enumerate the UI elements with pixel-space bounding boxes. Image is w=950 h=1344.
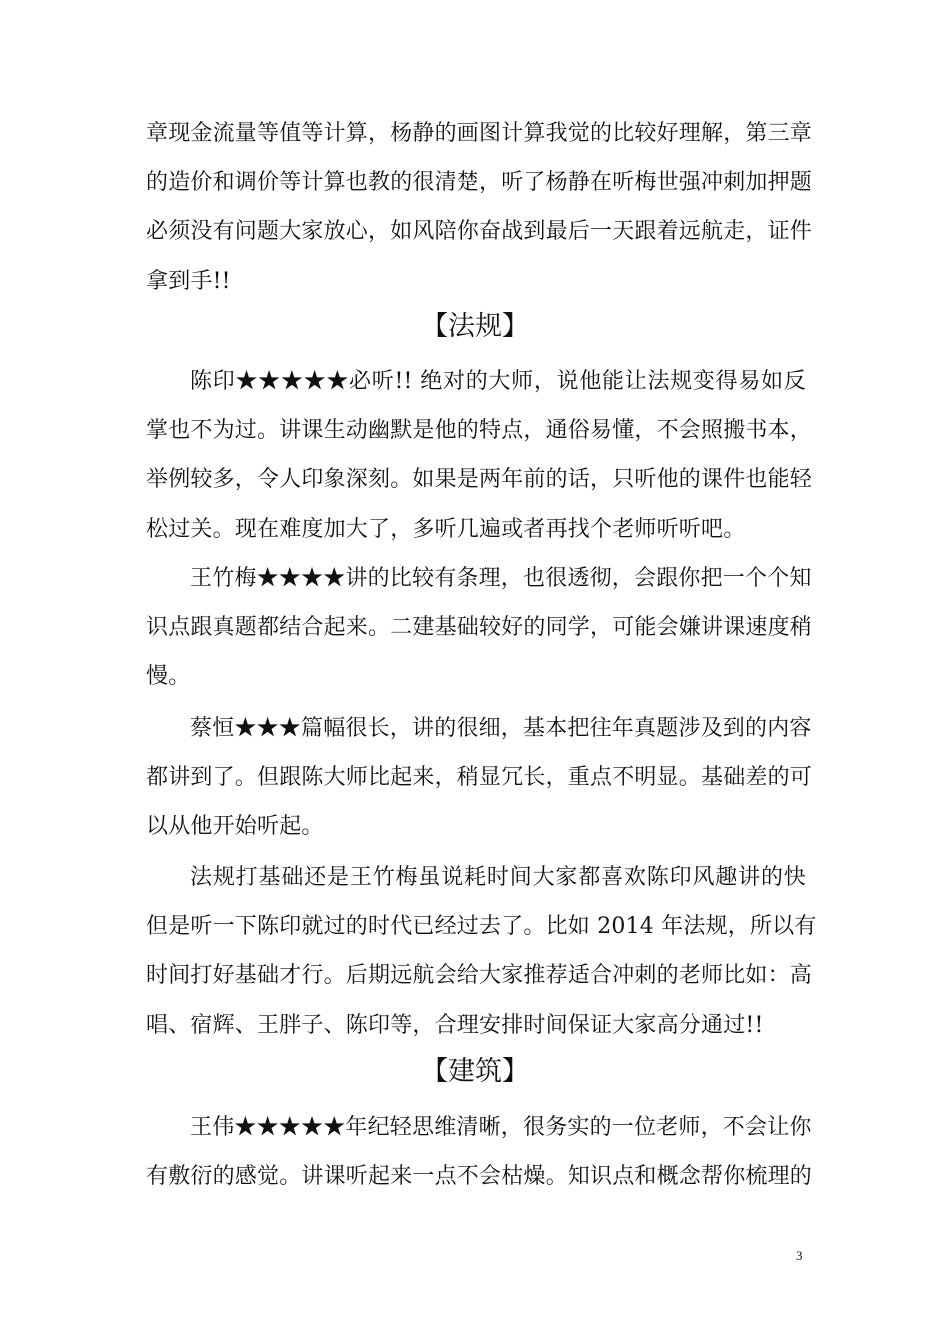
fagui-p1-line-3: 举例较多，令人印象深刻。如果是两年前的话，只听他的课件也能轻: [146, 467, 813, 492]
fagui-p3-line-2: 都讲到了。但跟陈大师比起来，稍显冗长，重点不明显。基础差的可: [146, 765, 813, 790]
jianzhu-p1-line-1: 王伟★★★★★年纪轻思维清晰，很务实的一位老师，不会让你: [190, 1115, 812, 1140]
fagui-p4-line-3: 时间打好基础才行。后期远航会给大家推荐适合冲刺的老师比如：高: [146, 963, 813, 988]
fagui-p2-line-3: 慢。: [146, 664, 191, 689]
intro-line-2: 的造价和调价等计算也教的很清楚，听了杨静在听梅世强冲刺加押题: [146, 170, 813, 195]
fagui-p1-line-2: 掌也不为过。讲课生动幽默是他的特点，通俗易懂，不会照搬书本，: [146, 418, 813, 443]
jianzhu-p1-line-2: 有敷衍的感觉。讲课听起来一点不会枯燥。知识点和概念帮你梳理的: [146, 1164, 813, 1189]
section-heading-fagui: 【法规】: [421, 311, 529, 342]
section-heading-jianzhu: 【建筑】: [421, 1056, 529, 1087]
fagui-p2-line-1: 王竹梅★★★★讲的比较有条理，也很透彻，会跟你把一个个知: [190, 566, 812, 591]
fagui-p1-line-1: 陈印★★★★★必听!! 绝对的大师，说他能让法规变得易如反: [190, 369, 806, 394]
intro-line-4: 拿到手!!: [146, 269, 231, 294]
fagui-p4-line-2: 但是听一下陈印就过的时代已经过去了。比如 2014 年法规，所以有: [146, 914, 817, 939]
fagui-p4-line-1: 法规打基础还是王竹梅虽说耗时间大家都喜欢陈印风趣讲的快: [190, 865, 806, 890]
fagui-p4-line-4: 唱、宿辉、王胖子、陈印等，合理安排时间保证大家高分通过!!: [146, 1013, 764, 1038]
fagui-p3-line-1: 蔡恒★★★篇幅很长，讲的很细，基本把往年真题涉及到的内容: [190, 716, 812, 741]
fagui-p1-line-4: 松过关。现在难度加大了，多听几遍或者再找个老师听听吧。: [146, 517, 746, 542]
fagui-p3-line-3: 以从他开始听起。: [146, 814, 324, 839]
intro-line-1: 章现金流量等值等计算，杨静的画图计算我觉的比较好理解，第三章: [146, 121, 813, 146]
page-number: 3: [796, 1248, 803, 1263]
intro-line-3: 必须没有问题大家放心，如风陪你奋战到最后一天跟着远航走，证件: [146, 219, 813, 244]
fagui-p2-line-2: 识点跟真题都结合起来。二建基础较好的同学，可能会嫌讲课速度稍: [146, 615, 813, 640]
